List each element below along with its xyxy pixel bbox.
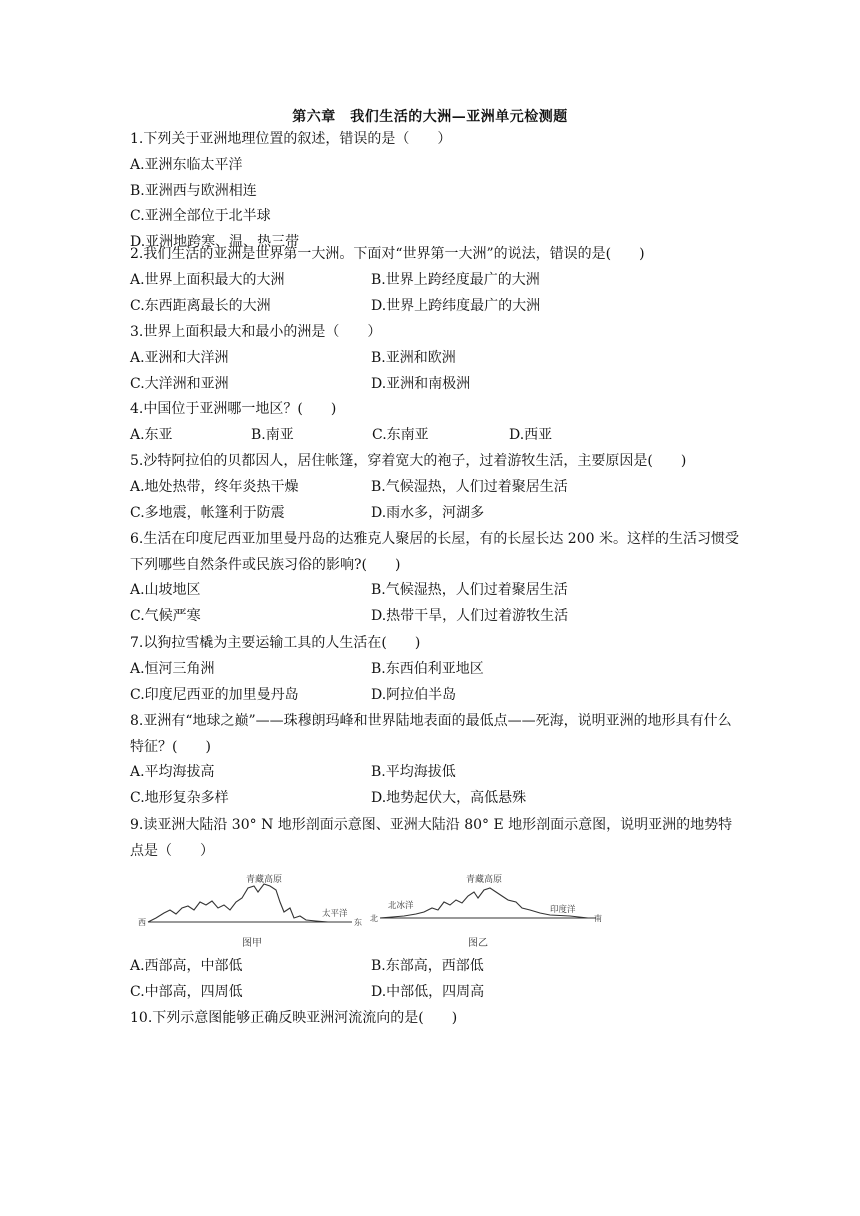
option-b: B.平均海拔低: [371, 764, 456, 780]
option-c: C.东南亚: [372, 426, 429, 443]
profile-30n: [138, 873, 362, 949]
options-row: [130, 294, 740, 320]
question-stem: 10.下列示意图能够正确反映亚洲河流流向的是( ): [130, 1010, 458, 1026]
options-row: [130, 578, 740, 604]
label-west: 西: [138, 918, 146, 927]
option-d: D.世界上跨纬度最广的大洲: [371, 297, 541, 314]
question-10: [130, 1006, 740, 1032]
label-east: 东: [354, 918, 362, 927]
question-stem: 9.读亚洲大陆沿 30° N 地形剖面示意图、亚洲大陆沿 80° E 地形剖面示意图，说明亚洲的地势特点是（ ）: [130, 817, 733, 859]
option-c: C.大洋洲和亚洲: [130, 375, 229, 392]
option-b: B.东部高，西部低: [371, 958, 484, 974]
option-d: D.热带干旱，人们过着游牧生活: [371, 607, 569, 624]
caption-jia: 图甲: [242, 938, 262, 949]
option-c: C.气候严寒: [130, 607, 201, 624]
option-a: A.恒河三角洲: [130, 660, 215, 677]
question-6: [130, 527, 740, 630]
option-d: D.中部低，四周高: [371, 983, 485, 1000]
question-5: [130, 449, 740, 526]
option-b: B.世界上跨经度最广的大洲: [371, 271, 540, 288]
label-south: 南: [594, 914, 602, 923]
question-stem: 7.以狗拉雪橇为主要运输工具的人生活在( ): [130, 635, 421, 651]
options-row: [130, 423, 740, 449]
option-c: C.多地震，帐篷利于防震: [130, 504, 285, 521]
option-a: A.世界上面积最大的大洲: [130, 271, 285, 288]
option-c: C.东西距离最长的大洲: [130, 297, 271, 314]
option-c: C.中部高，四周低: [130, 983, 243, 1000]
option-d: D.地势起伏大，高低悬殊: [371, 789, 527, 806]
page-title: 第六章 我们生活的大洲—亚洲单元检测题: [292, 109, 568, 125]
question-7: [130, 631, 740, 708]
option-a: A.平均海拔高: [130, 764, 215, 780]
options-row: [130, 980, 740, 1006]
label-pacific: 太平洋: [322, 909, 348, 919]
label-plateau: 青藏高原: [246, 875, 283, 885]
options-row: [130, 786, 740, 812]
question-3: [130, 320, 740, 397]
option-c: C.印度尼西亚的加里曼丹岛: [130, 686, 299, 703]
question-stem: 8.亚洲有“地球之巅”——珠穆朗玛峰和世界陆地表面的最低点——死海，说明亚洲的地形具有什么特征？( ): [130, 713, 732, 755]
question-stem: 4.中国位于亚洲哪一地区？( ): [130, 401, 337, 417]
option-d: D.亚洲地跨寒、温、热三带: [130, 234, 300, 251]
option-c: C.亚洲全部位于北半球: [130, 208, 271, 225]
question-stem: 2.我们生活的亚洲是世界第一大洲。下面对“世界第一大洲”的说法，错误的是( ): [130, 246, 645, 262]
option-a: A.西部高，中部低: [130, 958, 243, 974]
option-c: C.地形复杂多样: [130, 789, 229, 806]
option-b: B.气候湿热，人们过着聚居生活: [371, 582, 568, 598]
options-row: [130, 604, 740, 630]
options-row: [130, 760, 740, 786]
option-b: B.亚洲和欧洲: [371, 349, 456, 366]
question-stem: 5.沙特阿拉伯的贝都因人，居住帐篷，穿着宽大的袍子，过着游牧生活，主要原因是( ): [130, 453, 687, 469]
label-indian: 印度洋: [550, 905, 576, 915]
option-b: B.东西伯利亚地区: [371, 660, 484, 677]
terrain-profile-figure: [130, 872, 606, 958]
options-row: [130, 268, 740, 294]
question-4: [130, 397, 740, 449]
label-plateau: 青藏高原: [466, 875, 503, 885]
question-1: [130, 127, 740, 256]
label-arctic: 北冰洋: [388, 901, 414, 911]
caption-yi: 图乙: [468, 938, 488, 949]
option-a: A.地处热带，终年炎热干燥: [130, 478, 299, 495]
option-b: B.亚洲西与欧洲相连: [130, 182, 257, 199]
options-row: [130, 346, 740, 372]
option-d: D.雨水多，河湖多: [371, 504, 485, 521]
question-stem: 6.生活在印度尼西亚加里曼丹岛的达雅克人聚居的长屋，有的长屋长达 200 米。这样的生活习惯受下列哪些自然条件或民族习俗的影响?( ): [130, 531, 739, 573]
terrain-line: [148, 884, 328, 922]
option-b: B.气候湿热，人们过着聚居生活: [371, 478, 568, 495]
label-north: 北: [370, 914, 378, 923]
question-8: [130, 709, 740, 812]
option-a: A.东亚: [130, 426, 173, 443]
options-row: [130, 657, 740, 683]
profile-80e: [370, 873, 602, 949]
option-a: A.亚洲和大洋洲: [130, 349, 229, 366]
options-row: [130, 475, 740, 501]
option-a: A.山坡地区: [130, 582, 201, 598]
question-9: [130, 813, 740, 864]
options-row: [130, 372, 740, 398]
option-d: D.西亚: [509, 426, 553, 443]
question-stem: 3.世界上面积最大和最小的洲是（ ）: [130, 324, 382, 340]
option-b: B.南亚: [251, 426, 294, 443]
option-d: D.阿拉伯半岛: [371, 686, 457, 703]
option-a: A.亚洲东临太平洋: [130, 156, 243, 173]
options-row: [130, 954, 740, 980]
question-9-options: [130, 954, 740, 1006]
options-row: [130, 683, 740, 709]
question-stem: 1.下列关于亚洲地理位置的叙述，错误的是（ ）: [130, 131, 452, 147]
question-2: [130, 242, 740, 319]
option-d: D.亚洲和南极洲: [371, 375, 471, 392]
options-row: [130, 501, 740, 527]
